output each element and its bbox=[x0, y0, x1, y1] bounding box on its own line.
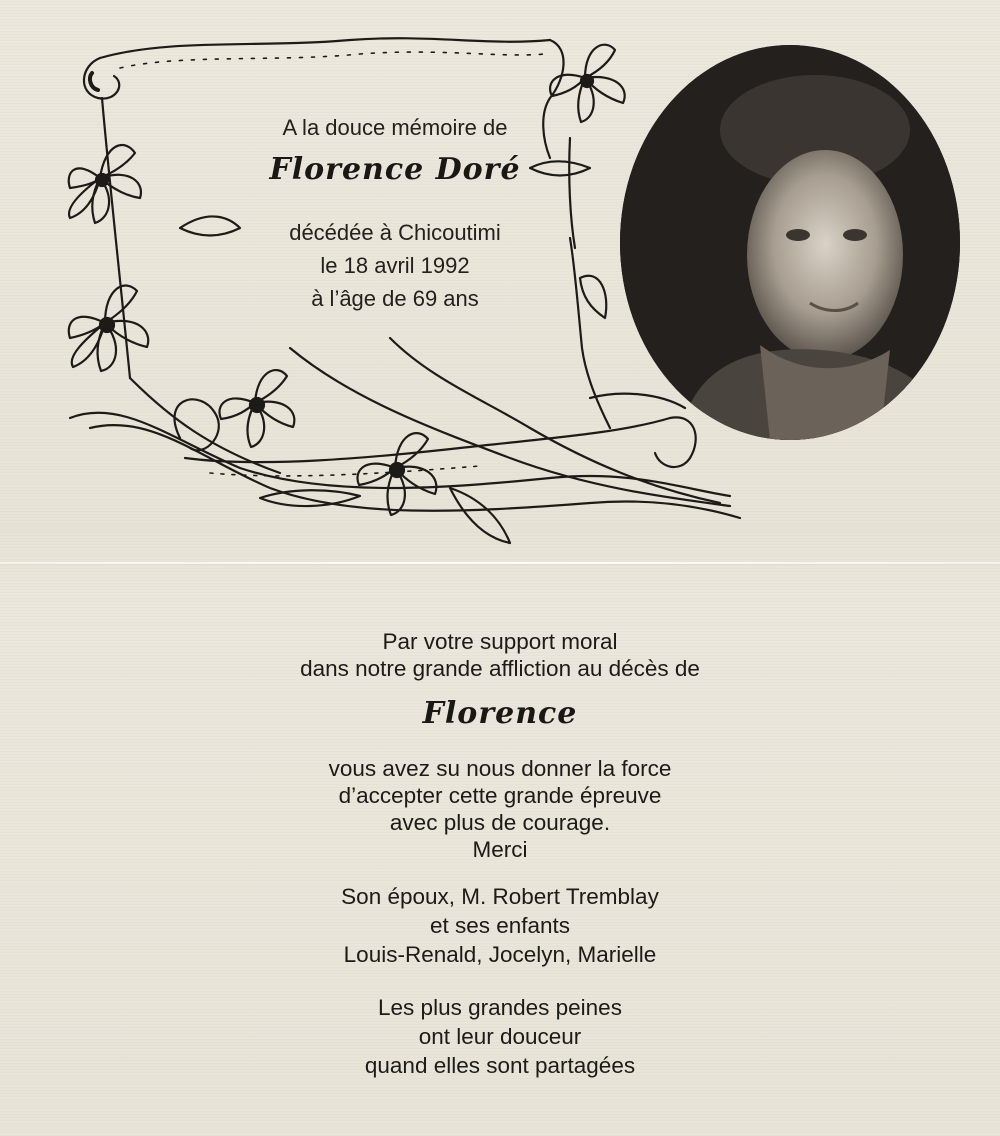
deceased-name-block bbox=[190, 152, 600, 187]
quote-line-2: ont leur douceur bbox=[418, 1024, 582, 1049]
family-signature bbox=[200, 882, 800, 969]
quote-line-1: Les plus grandes peines bbox=[378, 995, 622, 1020]
death-date: le 18 avril 1992 bbox=[320, 253, 470, 278]
death-place: décédée à Chicoutimi bbox=[289, 220, 501, 245]
first-name-block bbox=[200, 696, 800, 731]
body-line-3: avec plus de courage. bbox=[389, 810, 611, 835]
card-fold-line bbox=[0, 562, 1000, 564]
memory-line: A la douce mémoire de bbox=[282, 115, 508, 140]
family-line-2: et ses enfants bbox=[429, 913, 571, 938]
body-line-1: vous avez su nous donner la force bbox=[328, 756, 672, 781]
intro-line-2: dans notre grande affliction au décès de bbox=[300, 656, 700, 681]
first-name: Florence bbox=[422, 696, 578, 731]
family-line-1: Son époux, M. Robert Tremblay bbox=[341, 884, 659, 909]
death-age: à l’âge de 69 ans bbox=[311, 286, 479, 311]
death-details bbox=[190, 216, 600, 315]
thanks-word: Merci bbox=[472, 837, 528, 862]
family-line-3: Louis-Renald, Jocelyn, Marielle bbox=[343, 942, 657, 967]
portrait-photo bbox=[620, 45, 960, 440]
quote-line-3: quand elles sont partagées bbox=[364, 1053, 636, 1078]
thanks-body bbox=[200, 755, 800, 863]
closing-quote bbox=[200, 993, 800, 1080]
deceased-name: Florence Doré bbox=[269, 152, 521, 187]
intro-line-1: Par votre support moral bbox=[382, 629, 618, 654]
memory-header bbox=[190, 115, 600, 141]
thanks-intro bbox=[200, 628, 800, 682]
body-line-2: d’accepter cette grande épreuve bbox=[338, 783, 662, 808]
